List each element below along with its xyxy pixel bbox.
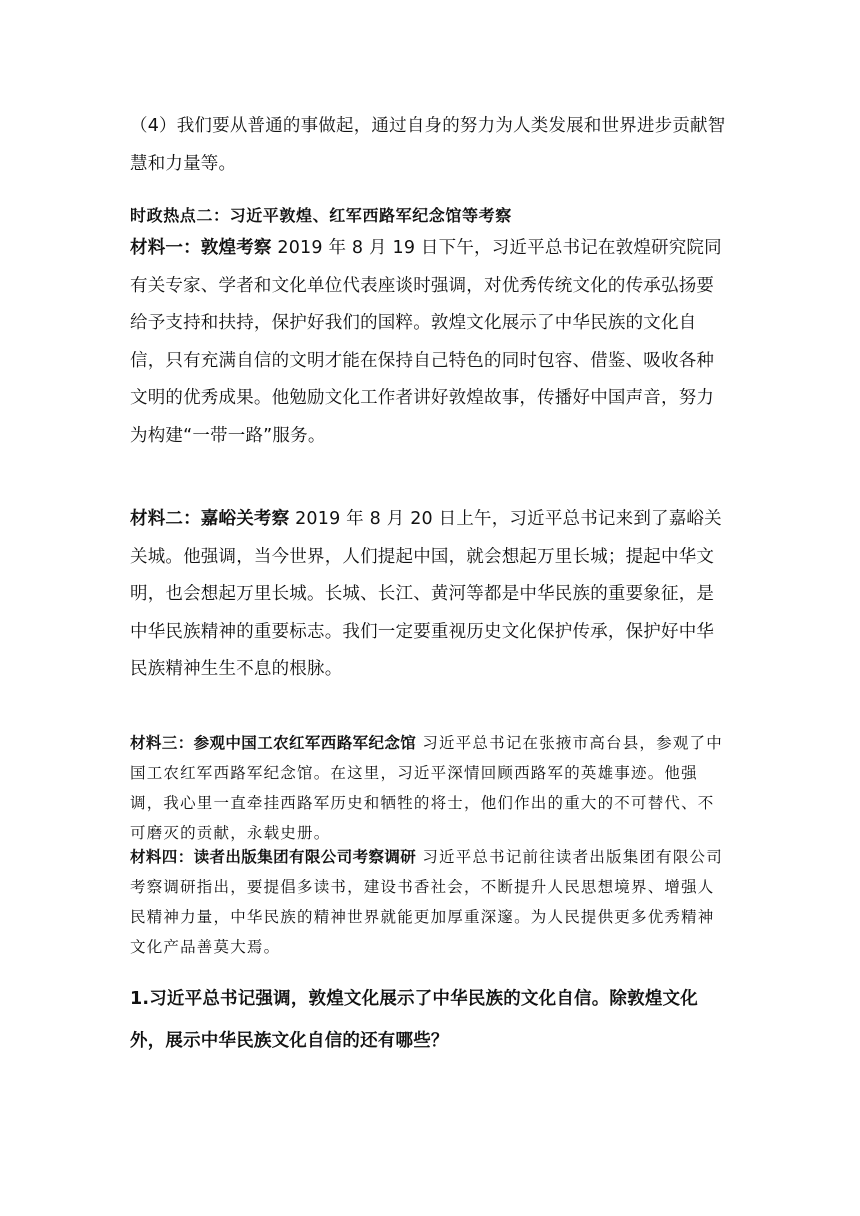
material-1-lead: 材料一：敦煌考察 xyxy=(130,238,272,258)
answer-paragraph-4 xyxy=(130,108,730,183)
material-3-lead: 材料三：参观中国工农红军西路军纪念馆 xyxy=(130,734,417,752)
material-3-text: 习近平总书记在张掖市高台县，参观了中国工农红军西路军纪念馆。在这里，习近平深情回顾西路军的英雄事迹。他强调，我心里一直牵挂西路军历史和牺牲的将士，他们作出的重大的不可替代、不可磨灭的贡献，永载史册。 xyxy=(130,734,723,842)
material-2-paragraph xyxy=(130,501,730,689)
material-4-text: 习近平总书记前往读者出版集团有限公司考察调研指出，要提倡多读书，建设书香社会，不断提升人民思想境界、增强人民精神力量，中华民族的精神世界就能更加厚重深邃。为人民提供更多优秀精神文化产品善莫大焉。 xyxy=(130,848,723,956)
material-1-text: 2019 年 8 月 19 日下午，习近平总书记在敦煌研究院同有关专家、学者和文化单位代表座谈时强调，对优秀传统文化的传承弘扬要给予支持和扶持，保护好我们的国粹。敦煌文化展示了中华民族的文化自信，只有充满自信的文明才能在保持自己特色的同时包容、借鉴、吸收各种文明的优秀成果。他勉励文化工作者讲好敦煌故事，传播好中国声音，努力为构建“一带一路”服务。 xyxy=(130,238,722,446)
question-1-text: 1.习近平总书记强调，敦煌文化展示了中华民族的文化自信。除敦煌文化外，展示中华民族文化自信的还有哪些？ xyxy=(130,989,698,1051)
material-2-lead: 材料二：嘉峪关考察 xyxy=(130,509,290,529)
material-1-paragraph xyxy=(130,230,730,455)
answer-paragraph-4-text: （4）我们要从普通的事做起，通过自身的努力为人类发展和世界进步贡献智慧和力量等。 xyxy=(130,116,726,174)
section-heading-text: 时政热点二：习近平敦煌、红军西路军纪念馆等考察 xyxy=(130,206,512,225)
material-4-paragraph xyxy=(130,842,730,962)
material-3-paragraph xyxy=(130,728,730,848)
material-4-lead: 材料四：读者出版集团有限公司考察调研 xyxy=(130,848,417,866)
section-heading xyxy=(130,203,730,229)
material-2-text: 2019 年 8 月 20 日上午，习近平总书记来到了嘉峪关关城。他强调，当今世界，人们提起中国，就会想起万里长城；提起中华文明，也会想起万里长城。长城、长江、黄河等都是中华民族的重要象征，是中华民族精神的重要标志。我们一定要重视历史文化保护传承，保护好中华民族精神生生不息的根脉。 xyxy=(130,509,722,679)
question-1 xyxy=(130,978,730,1062)
